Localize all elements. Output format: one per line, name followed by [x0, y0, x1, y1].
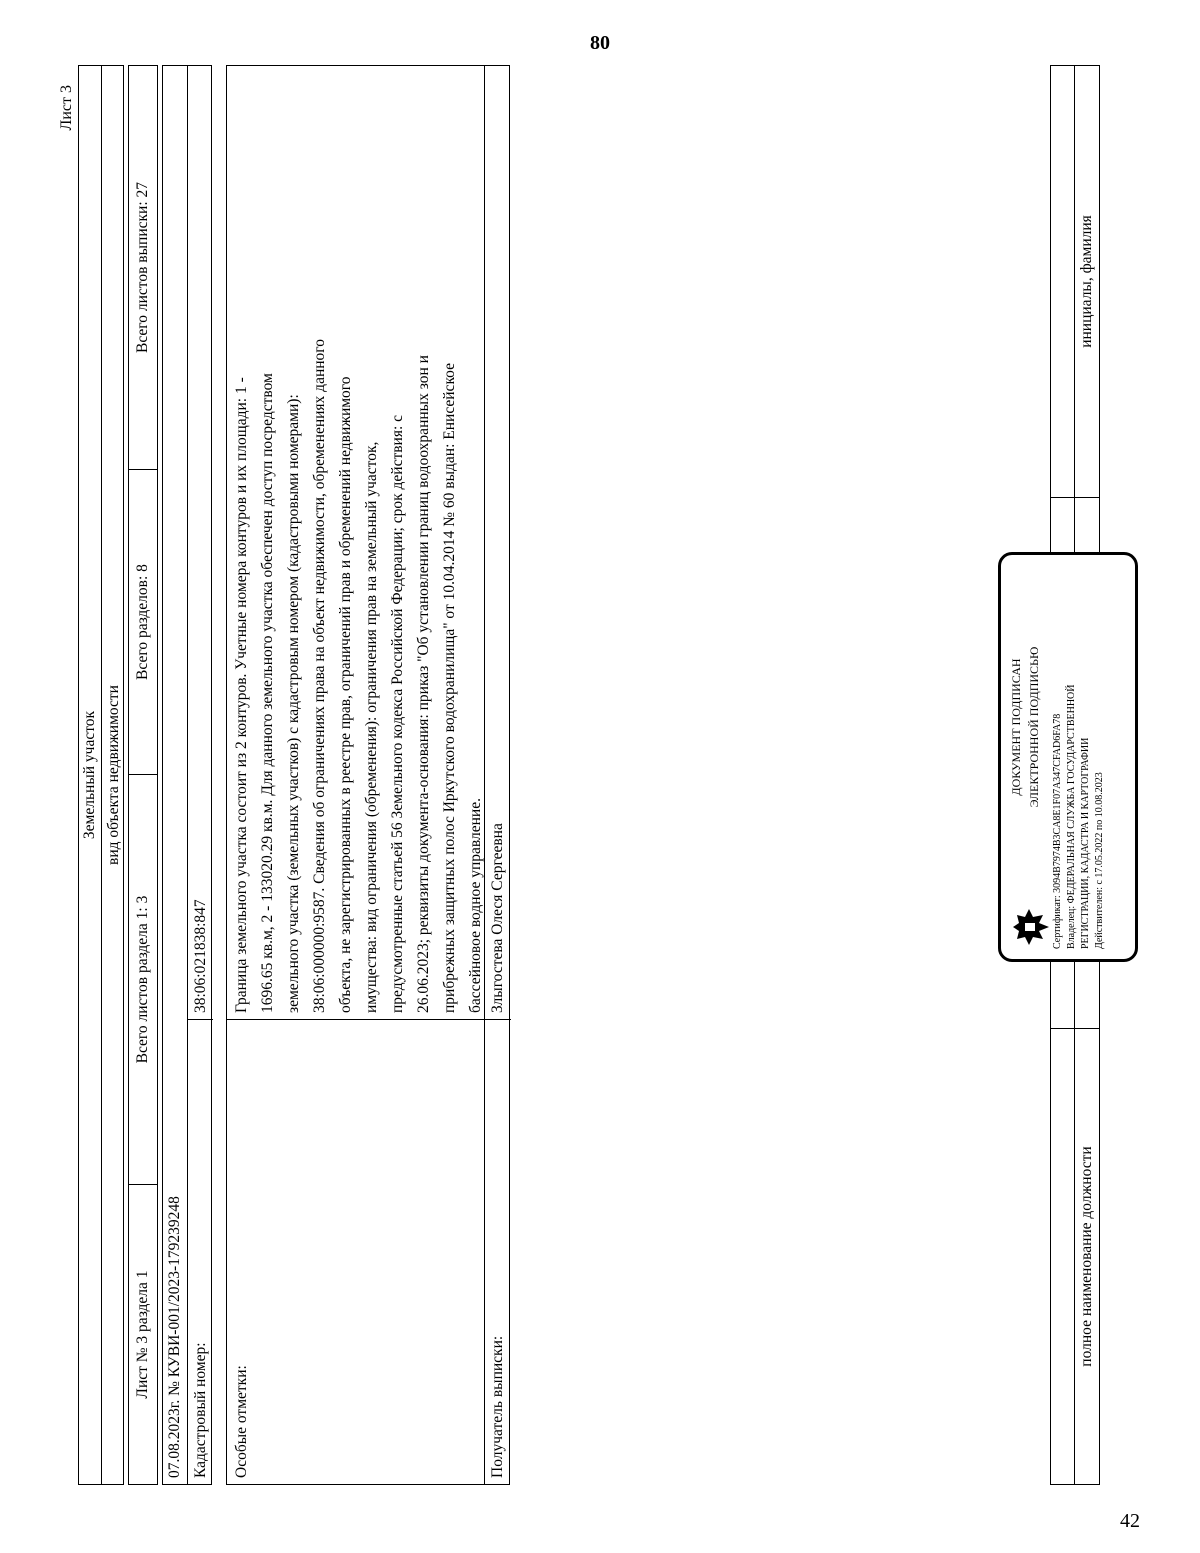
stamp-owner-1: Владелец: ФЕДЕРАЛЬНАЯ СЛУЖБА ГОСУДАРСТВЕННОЙ [1066, 684, 1077, 949]
e-signature-stamp [998, 552, 1138, 962]
total-sheets-section: Всего листов раздела 1: 3 [129, 774, 157, 1184]
signature-line-position [1051, 1028, 1074, 1484]
notes-line: имущества: вид ограничения (обременения): ограничения прав на земельный участок, [363, 441, 380, 1013]
cadastral-value: 38:06:021838:847 [191, 899, 209, 1013]
notes-label: Особые отметки: [233, 1365, 250, 1478]
stamp-certificate: Сертификат: 3094B7974B3CA8E1F07A347CFAD6FA78 [1052, 713, 1063, 949]
notes-box [226, 65, 510, 1485]
object-type: Земельный участок [79, 66, 102, 1484]
notes-line: земельного участка (земельных участков) с кадастровым номером (кадастровыми номерами): [285, 394, 302, 1013]
total-sheets: Всего листов выписки: 27 [134, 182, 151, 354]
notes-line: бассейновое водное управление. [467, 798, 484, 1013]
notes-line: 1696.65 кв.м, 2 - 133020.29 кв.м. Для данного земельного участка обеспечен доступ посредством [259, 373, 276, 1013]
sheet-info-row [128, 65, 158, 1485]
position-caption: полное наименование должности [1075, 1028, 1099, 1484]
sheet-section: Лист № 3 раздела 1 [129, 1184, 157, 1484]
notes-label-cell [227, 1019, 485, 1484]
notes-line: Граница земельного участка состоит из 2 контуров. Учетные номера контуров и их площади: 1 - [233, 377, 250, 1013]
object-type-box [78, 65, 124, 1485]
recipient-label: Получатель выписки: [485, 1019, 511, 1484]
date-number: 07.08.2023г. № КУВИ-001/2023-179239248 [166, 1196, 183, 1478]
stamp-title-2: ЭЛЕКТРОННОЙ ПОДПИСЬЮ [1027, 646, 1041, 808]
notes-line: объекта, не зарегистрированных в реестре прав, ограничений прав и обременений недвижимого [337, 376, 354, 1013]
stamp-title-1: ДОКУМЕНТ ПОДПИСАН [1009, 658, 1023, 796]
name-caption: инициалы, фамилия [1078, 215, 1095, 348]
date-number-row [163, 66, 188, 1484]
object-type-caption: вид объекта недвижимости [104, 685, 122, 865]
notes-line: 38:06:000000:9587. Сведения об ограничениях права на объект недвижимости, обременениях данного [311, 338, 328, 1013]
page-number-top: 80 [590, 32, 610, 54]
notes-line: прибрежных защитных полос Иркутского водохранилища" от 10.04.2014 № 60 выдан: Енисейское [441, 362, 458, 1013]
total-sections: Всего разделов: 8 [129, 469, 157, 774]
eagle-emblem-icon [1009, 905, 1053, 949]
signature-line-name [1051, 66, 1074, 497]
stamp-owner-2: РЕГИСТРАЦИИ, КАДАСТРА И КАРТОГРАФИИ [1080, 737, 1091, 949]
record-box [162, 65, 212, 1485]
recipient-value: Злыгостева Олеся Сергеевна [489, 823, 506, 1013]
stamp-valid: Действителен: с 17.05.2022 по 10.08.2023 [1094, 772, 1105, 949]
page-number-bottom: 42 [1120, 1510, 1140, 1532]
notes-line: предусмотренные статьей 56 Земельного кодекса Российской Федерации; срок действия: с [389, 414, 406, 1013]
notes-line: 26.06.2023; реквизиты документа-основания: приказ "Об установлении границ водоохранных зон и [415, 355, 432, 1013]
extract-sheet [60, 65, 510, 1485]
cadastral-row [188, 66, 213, 1484]
cadastral-label: Кадастровый номер: [188, 1019, 213, 1484]
notes-text [227, 66, 485, 1019]
sheet-label: Лист 3 [58, 85, 75, 131]
